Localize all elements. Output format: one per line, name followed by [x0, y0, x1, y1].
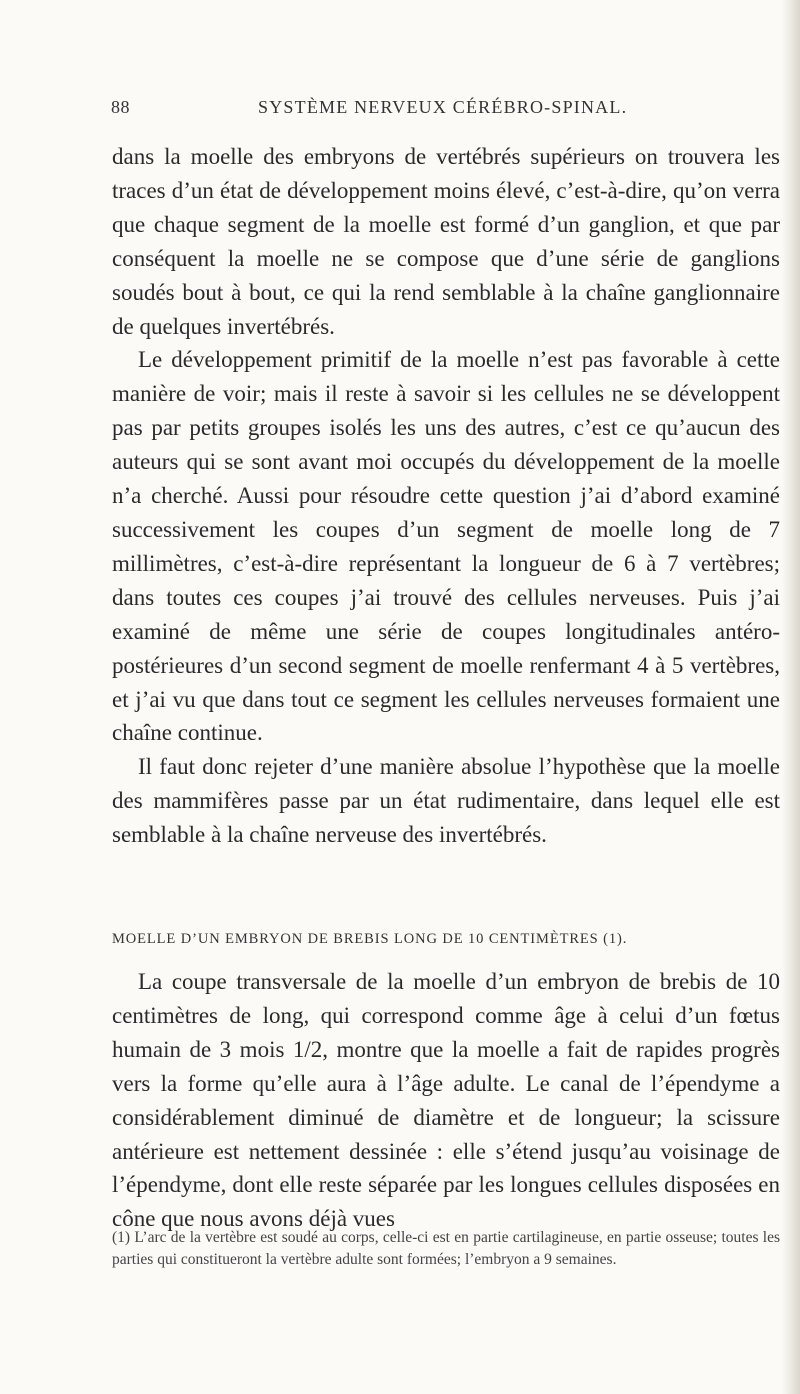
page-edge-shadow [782, 0, 800, 1394]
paragraph-continuation: dans la moelle des embryons de vertébrés supérieurs on trouvera les traces d’un état de développement moins élevé, c’est-à-dire, qu’on verra que chaque segment de la moelle est formé d’un ganglion, et que par conséquent la moelle ne se compose que d’une série de ganglions soudés bout à bout, ce qui la rend semblable à la chaîne ganglionnaire de quelques invertébrés. [112, 144, 780, 339]
footnote: (1) L’arc de la vertèbre est soudé au corps, celle-ci est en partie cartilagineuse, en partie osseuse; toutes les parties qui constitueront la vertèbre adulte sont formées; l’embryon a 9 semaines. [112, 1229, 780, 1268]
running-head: SYSTÈME NERVEUX CÉRÉBRO-SPINAL. [258, 97, 628, 117]
paragraph-conclusion: Il faut donc rejeter d’une manière absolue l’hypothèse que la moelle des mammifères passe par un état rudimentaire, dans lequel elle est semblable à la chaîne nerveuse des invertébrés. [112, 754, 780, 848]
section-text [112, 965, 780, 1236]
page-header [111, 97, 781, 121]
section-paragraph: La coupe transversale de la moelle d’un embryon de brebis de 10 centimètres de long, qui correspond comme âge à celui d’un fœtus humain de 3 mois 1/2, montre que la moelle a fait de rapides progrès vers la forme qu’elle aura à l’âge adulte. Le canal de l’épendyme a considérablement diminué de diamètre et de longueur; la scissure antérieure est nettement dessinée : elle s’étend jusqu’au voisinage de l’épendyme, dont elle reste séparée par les longues cellules disposées en cône que nous avons déjà vues [112, 969, 780, 1232]
section-heading: MOELLE D’UN EMBRYON DE BREBIS LONG DE 10 CENTIMÈTRES (1). [112, 931, 628, 947]
paragraph-development: Le développement primitif de la moelle n’est pas favorable à cette manière de voir; mais il reste à savoir si les cellules ne se développent pas par petits groupes isolés les uns des autres, c’est ce qu’aucun des auteurs qui se sont avant moi occupés du développement de la moelle n’a cherché. Aussi pour résoudre cette question j’ai d’abord examiné successivement les coupes d’un segment de moelle long de 7 millimètres, c’est-à-dire représentant la longueur de 6 à 7 vertèbres; dans toutes ces coupes j’ai trouvé des cellules nerveuses. Puis j’ai examiné de même une série de coupes longitudinales antéro-postérieures d’un second segment de moelle renfermant 4 à 5 vertèbres, et j’ai vu que dans tout ce segment les cellules nerveuses formaient une chaîne continue. [112, 347, 780, 746]
page-number: 88 [111, 97, 130, 117]
body-text [112, 140, 780, 852]
